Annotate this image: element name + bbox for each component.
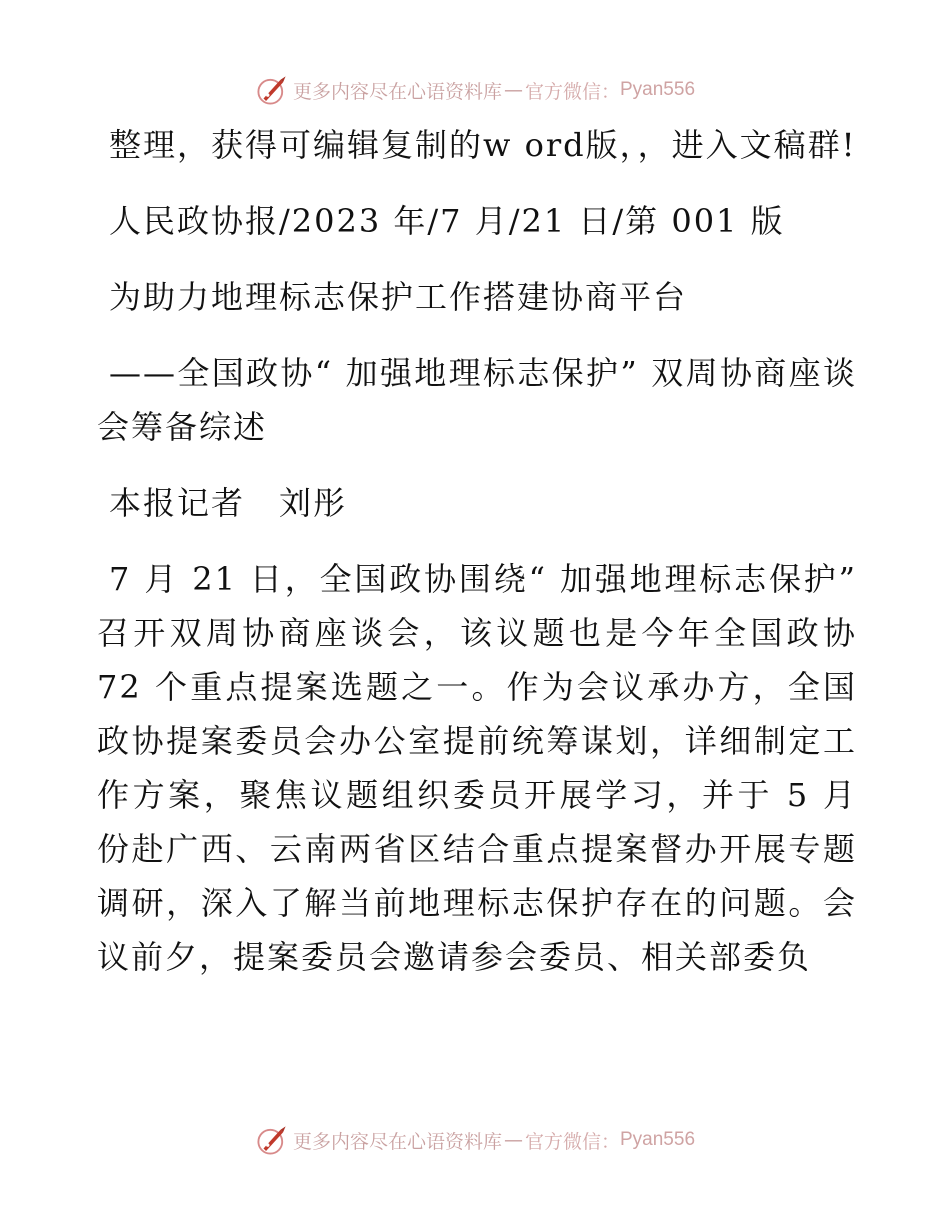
source-line: 人民政协报/2023 年/7 月/21 日/第 001 版: [109, 202, 785, 240]
byline: 本报记者 刘彤: [109, 484, 348, 522]
watermark-footer: [0, 1120, 950, 1160]
watermark-site-text: 更多内容尽在心语资料库: [292, 1130, 502, 1153]
watermark-header: [0, 70, 950, 110]
watermark-separator: —: [503, 79, 523, 101]
watermark-wechat-id: Pyan556: [620, 79, 696, 100]
watermark-site-text: 更多内容尽在心语资料库: [292, 80, 502, 103]
watermark-wechat-label: 官方微信：: [524, 80, 620, 103]
watermark-wechat-id: Pyan556: [620, 1129, 696, 1150]
headline: 为助力地理标志保护工作搭建协商平台: [109, 278, 688, 316]
body-paragraph: 7 月 21 日，全国政协围绕“ 加强地理标志保护” 召开双周协商座谈会，该议题也是今年全国政协 72 个重点提案选题之一。作为会议承办方，全国政协提案委员会办公室提前统筹谋划，详细制定工作方案，聚焦议题组织委员开展学习，并于 5 月份赴广西、云南两省区结合重点提案督办开展专题调研，深入了解当前地理标志保护存在的问题。会议前夕，提案委员会邀请参会委员、相关部委负: [97, 560, 857, 976]
pen-quill-icon: [255, 73, 289, 107]
document-body: [97, 118, 857, 984]
subheadline: ——全国政协“ 加强地理标志保护” 双周协商座谈会筹备综述: [97, 354, 857, 446]
pen-quill-icon: [255, 1123, 289, 1157]
watermark-separator: —: [503, 1129, 523, 1151]
watermark-wechat-label: 官方微信：: [524, 1130, 620, 1153]
intro-paragraph: 整理，获得可编辑复制的w ord版，，进入文稿群!: [109, 126, 857, 164]
